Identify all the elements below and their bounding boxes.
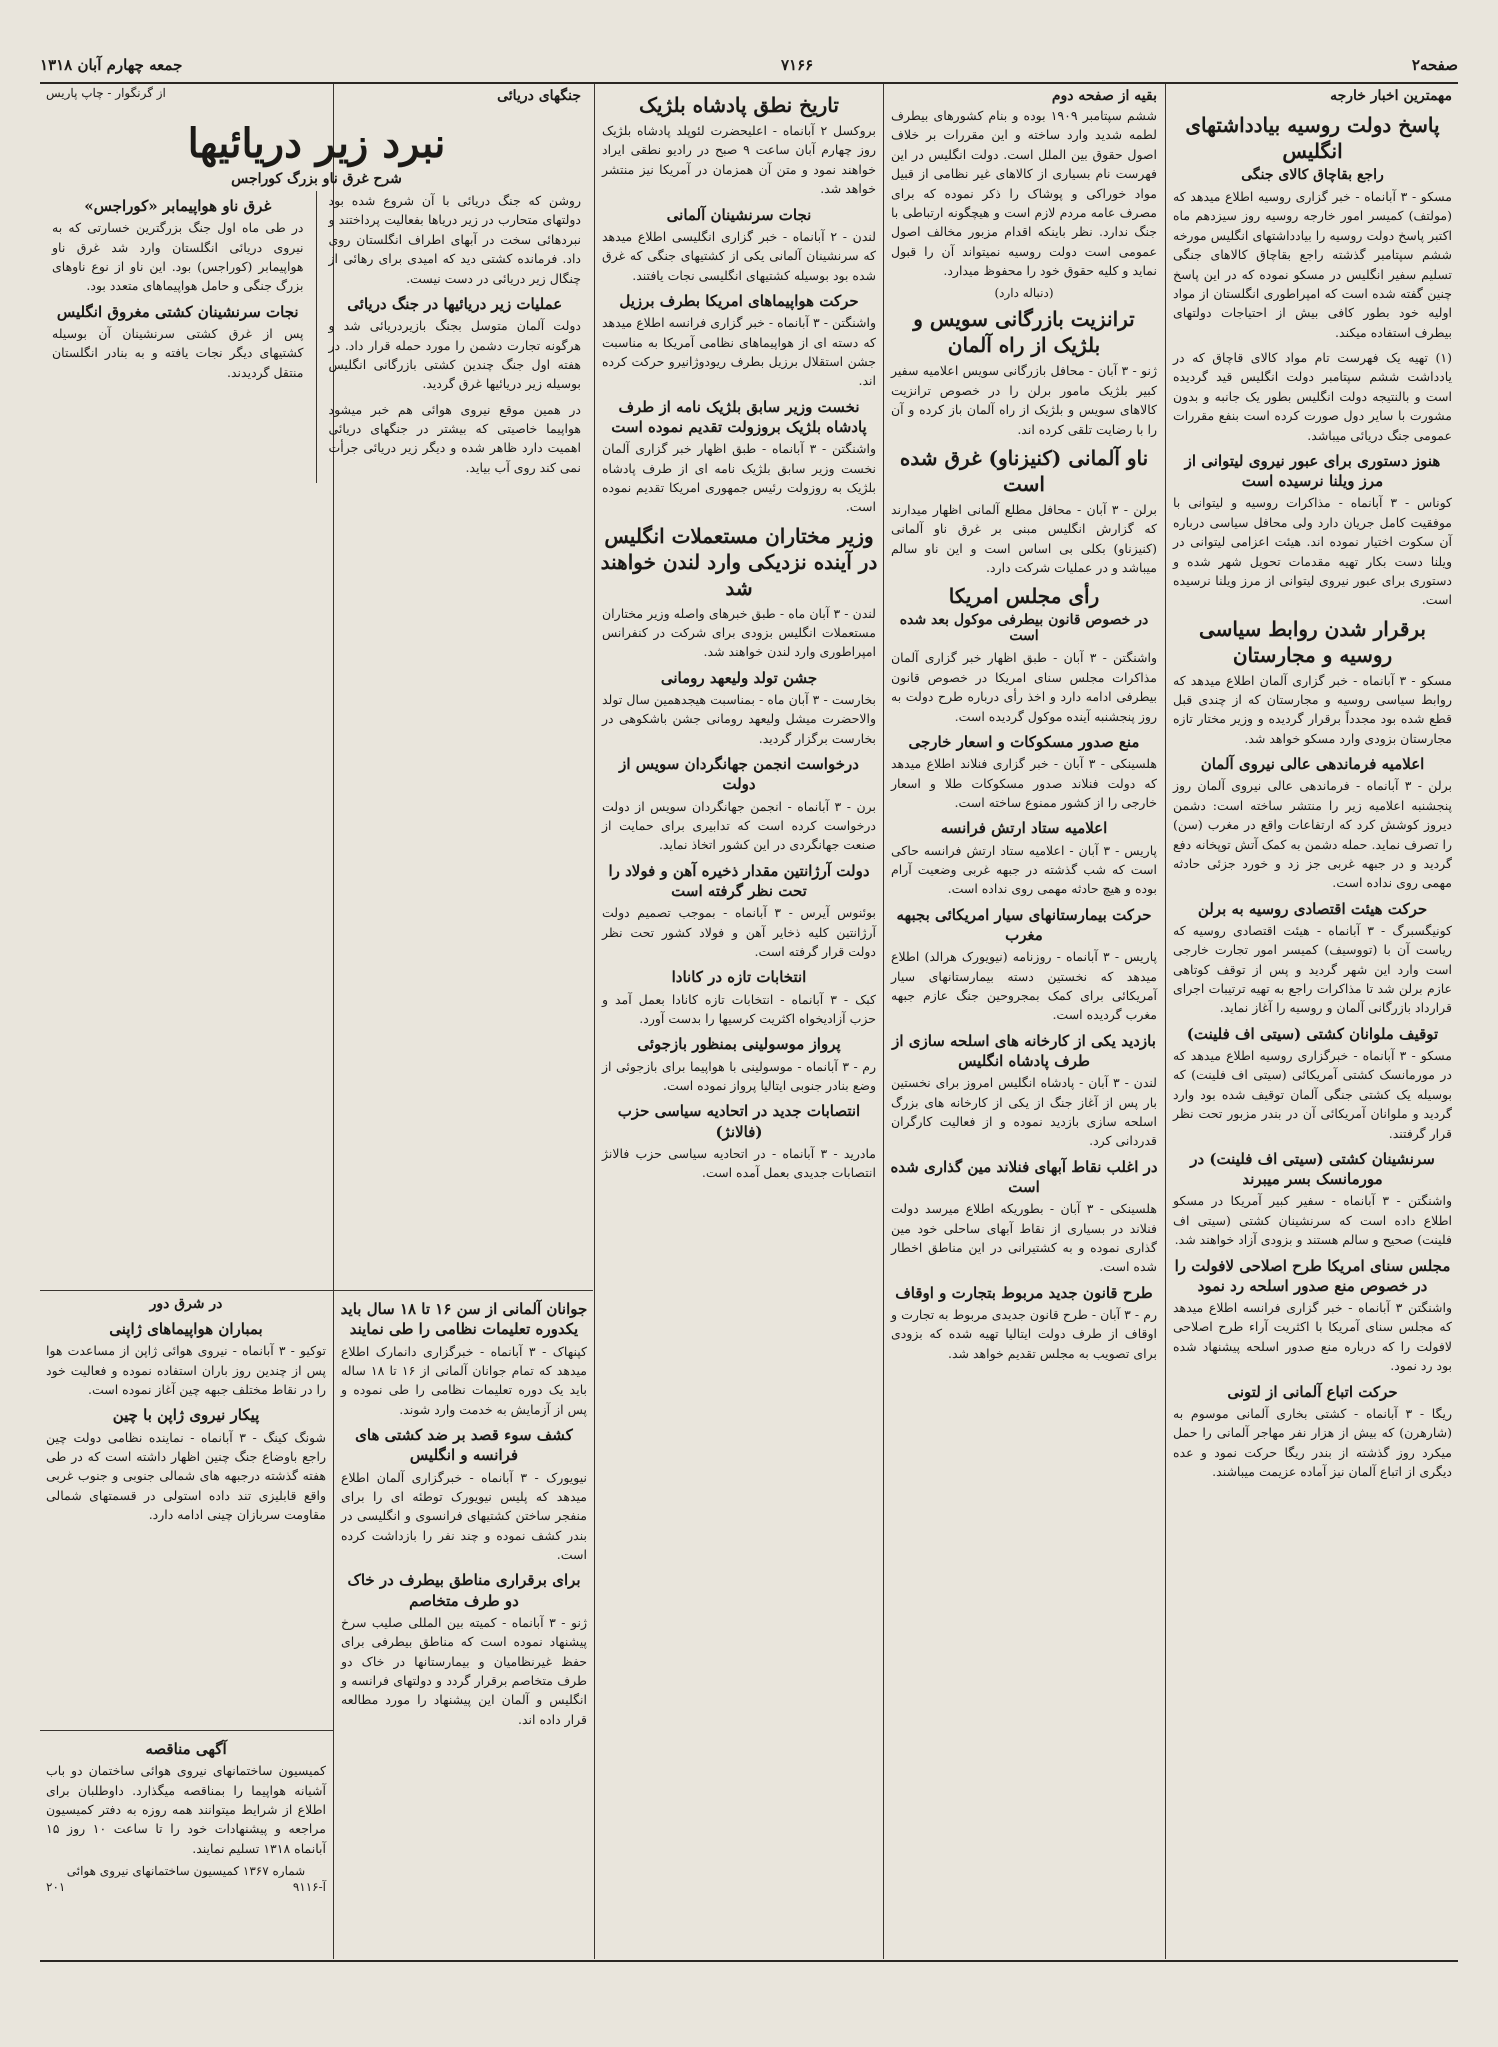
headline: انتصابات جدید در اتحادیه سیاسی حزب (فالانژ) — [617, 1102, 861, 1141]
section-divider — [40, 1290, 593, 1291]
issue-number: ۷۱۶۶ — [781, 56, 814, 74]
article-body: لندن - ۲ آبانماه - خبر گزاری انگلیسی اطلاع میدهد که سرنشینان آلمانی یکی از کشتیهای جنگی که غرق شده بود بوسیله کشتیهای انگلیسی نجات یافتند. — [602, 228, 876, 283]
date-line: جمعه چهارم آبان ۱۳۱۸ — [40, 56, 183, 74]
section-label: مهمترین اخبار خارجه — [1330, 88, 1452, 104]
headline: دولت آرژانتین مقدار ذخیره آهن و فولاد را تحت نظر گرفته است — [608, 861, 870, 900]
ad-title: آگهی مناقصه — [145, 1740, 227, 1758]
page-label: صفحه۲ — [1411, 56, 1458, 74]
headline: منع صدور مسکوکات و اسعار خارجی — [908, 732, 1140, 751]
article-body: بروکسل ۲ آبانماه - اعلیحضرت لئوپلد پادشاه بلژیک روز چهارم آبان ساعت ۹ صبح در رادیو نطقی ایراد خواهند نمود و متن آن همزمان در آمریکا نیز منتشر خواهد شد. — [602, 123, 876, 197]
article-body: در طی ماه اول جنگ بزرگترین خسارتی که به نیروی دریائی انگلستان وارد شد غرق ناو هواپیمابر (کوراجس) بود. این ناو از نوع ناوهای بزرگ جنگی و حامل هواپیماهای متعدد بود. — [52, 220, 304, 294]
column-two — [885, 86, 1163, 1958]
headline: پیکار نیروی ژاپن با چین — [112, 1406, 260, 1425]
headline: پاسخ دولت روسیه بیادداشتهای انگلیس — [1185, 113, 1440, 163]
article-body: برلن - ۳ آبانماه - فرماندهی عالی نیروی آلمان روز پنجشنبه اعلامیه زیر را منتشر ساخته است: دشمن دیروز کوشش کرد که ارتفاعات واقع در مغرب (سن) را تصرف نماید. حمله دشمن به کمک آتش توپخانه دفع گردید و در جبهه غربی جز زد و خورد جزئی حادثه مهمی روی نداده است. — [1173, 778, 1453, 891]
article-body: واشنگتن - ۳ آبانماه - طبق اظهار خبر گزاری آلمان نخست وزیر سابق بلژیک نامه ای از طرف پادشاه بلژیک به روزولت رئیس جمهوری امریکا تقدیم نموده است. — [602, 441, 876, 515]
footer-rule — [40, 1960, 1458, 1962]
article-body: لندن - ۳ آبان - پادشاه انگلیس امروز برای نخستین بار پس از آغاز جنگ از یکی از کارخانه های بزرگ اسلحه سازی بازدید نموده و از فعالیت کارگران قدردانی کرد. — [891, 1075, 1157, 1149]
headline: نخست وزیر سابق بلژیک نامه از طرف پادشاه بلژیک بروزولت تقدیم نموده است — [611, 397, 867, 436]
article-body: کوناس - ۳ آبانماه - مذاکرات روسیه و لیتوانی با موفقیت کامل جریان دارد ولی محافل سیاسی درباره آن سکوت اختیار نموده اند. هیئت اعزامی لیتوانی در ویلنا دست بکار تهیه مقدمات تحویل شهر شده و دستوری برای عبور نیروی لیتوانی از مرز ویلنا نرسیده است. — [1173, 495, 1452, 608]
header-rule — [40, 82, 1458, 84]
ad-body: کمیسیون ساختمانهای نیروی هوائی ساختمان دو باب آشیانه هواپیما را بمناقصه میگذارد. داوطلبان برای اطلاع از شرایط میتوانند همه روزه به دفتر کمیسیون مراجعه و پیشنهادات خود را تا ساعت ۱۰ روز ۱۵ آبانماه ۱۳۱۸ تسلیم نمایند. — [46, 1763, 326, 1856]
headline: کشف سوء قصد بر ضد کشتی های فرانسه و انگلیس — [355, 1426, 573, 1465]
column-divider — [1165, 84, 1166, 1959]
continued-tail: (دنباله دارد) — [994, 286, 1054, 301]
continued-label: بقیه از صفحه دوم — [1051, 88, 1157, 104]
article-body: برلن - ۳ آبان - محافل مطلع آلمانی اظهار میدارند که گزارش انگلیس مبنی بر غرق ناو آلمانی (کنیزناو) بکلی بی اساس است و این ناو سالم میباشد و در عملیات شرکت دارد. — [891, 501, 1158, 575]
column-divider — [883, 84, 884, 1959]
headline: غرق ناو هواپیمابر «کوراجس» — [84, 197, 272, 215]
subheadline: راجع بقاچاق کالای جنگی — [1241, 167, 1384, 183]
article-body: کپنهاک - ۳ آبانماه - خبرگزاری دانمارک اطلاع میدهد که تمام جوانان آلمانی از ۱۶ تا ۱۸ ساله باید یک دوره تعلیمات نظامی را طی نموده و پس از آزمایش به خدمت وارد شوند. — [341, 1343, 587, 1417]
article-body: واشنگتن - ۳ آبانماه - خبر گزاری فرانسه اطلاع میدهد که دسته ای از هواپیماهای نظامی آمریکا به مناسبت جشن استقلال برزیل بطرف ریودوژانیرو حرکت کرده اند. — [602, 315, 876, 389]
headline: حرکت هیئت اقتصادی روسیه به برلن — [1197, 899, 1428, 918]
ad-code-right: آ-۹۱۱۶ — [292, 1880, 326, 1895]
article-body: رم - ۳ آبانماه - موسولینی با هواپیما برای بازجوئی از وضع بنادر جنوبی ایتالیا پرواز نموده است. — [602, 1058, 876, 1093]
naval-battles-feature — [40, 86, 593, 1288]
headline: حرکت هواپیماهای امریکا بطرف برزیل — [619, 291, 859, 310]
article-body: بخارست - ۳ آبان ماه - بمناسبت هیجدهمین سال تولد والاحضرت میشل ولیعهد رومانی جشن باشکوهی در بخارست برگزار گردید. — [602, 692, 877, 746]
headline: طرح قانون جدید مربوط بتجارت و اوقاف — [895, 1283, 1153, 1302]
article-body: بوئنوس آیرس - ۳ آبانماه - بموجب تصمیم دولت آرژانتین کلیه ذخایر آهن و فولاد کشور تحت نظر دولت قرار گرفته است. — [602, 905, 877, 959]
headline: سرنشینان کشتی (سیتی اف فلینت) در مورمانسک بسر میبرند — [1190, 1149, 1435, 1189]
headline: ترانزیت بازرگانی سویس و بلژیک از راه آلمان — [913, 307, 1135, 358]
article-body: مسکو - ۳ آبانماه - خبر گزاری روسیه اطلاع میدهد که (مولتف) کمیسر امور خارجه روسیه روز سیزدهم ماه اکتبر پاسخ دولت روسیه را بیادداشتهای انگلیس مورخه ششم سپتامبر گذشته راجع بقاچاق کالاهای جنگی تسلیم سفیر انگلیس در مسکو نموده که در این پاسخ چنین گفته شده است که امپراطوری انگلستان از مواد اولیه خود بطور کافی بیش از احتیاجات دولتهای بیطرف استفاده میکند. — [1173, 189, 1452, 340]
feature-columns — [40, 191, 593, 483]
article-body: ریگا - ۳ آبانماه - کشتی بخاری آلمانی موسوم به (شارهرن) که بیش از هزار نفر مهاجر آلمانی را حمل میکرد روز گذشته از بندر ریگا حرکت نمود و عده دیگری از اتباع آلمان نیز آماده عزیمت میباشند. — [1173, 1405, 1452, 1479]
article-body: مسکو - ۳ آبانماه - خبرگزاری روسیه اطلاع میدهد که در مورمانسک کشتی آمریکائی (سیتی اف فلینت) که بوسیله یک کشتی جنگی آلمان توقیف شده بود وارد گردید و ملوانان آمریکائی آن در بندر مزبور تحت نظر قرار گرفتند. — [1173, 1048, 1452, 1141]
headline: بمباران هواپیماهای ژاپنی — [109, 1320, 263, 1338]
headline: تاریخ نطق پادشاه بلژیک — [639, 93, 839, 117]
headline: نجات سرنشینان آلمانی — [666, 205, 812, 224]
headline: ناو آلمانی (کنیزناو) غرق شده است — [899, 445, 1149, 496]
headline: نجات سرنشینان کشتی مغروق انگلیس — [56, 302, 299, 321]
article-body: توکیو - ۳ آبانماه - نیروی هوائی ژاپن از مساعدت هوا پس از چندین روز باران استفاده نموده و فعالیت خود را در نقاط مختلف جبهه چین آغاز نموده است. — [46, 1343, 326, 1397]
section-label: در شرق دور — [149, 1296, 223, 1312]
article-body: روشن که جنگ دریائی با آن شروع شده بود دولتهای متحارب در زیر دریاها بفعالیت پرداختند و نبردهائی سخت در آبهای اطراف انگلستان روی داد. فرمانده کشتی دید که امیدی برای رهائی از چنگال زیر دریائی در دست نیست. — [328, 193, 581, 286]
article-body: رم - ۳ آبان - طرح قانون جدیدی مربوط به تجارت و اوقاف از طرف دولت ایتالیا تهیه شده که بزودی برای تصویب به مجلس تقدیم خواهد شد. — [891, 1306, 1157, 1361]
headline: حرکت اتباع آلمانی از لتونی — [1227, 1382, 1398, 1401]
feature-title: نبرد زیر دریائیها — [187, 120, 446, 167]
tender-notice — [40, 1734, 332, 1958]
article-body: واشنگتن - ۳ آبان - طبق اظهار خبر گزاری آلمان مذاکرات مجلس سنای امریکا در خصوص قانون بیطرفی ادامه دارد و اخذ رأی درباره طرح دولت به روز پنجشنبه آینده موکول گردیده است. — [891, 650, 1157, 724]
source-credit: از گرنگوار - چاپ پاریس — [46, 86, 166, 100]
article-body: هلسینکی - ۳ آبان - خبر گزاری فنلاند اطلاع میدهد که دولت فنلاند صدور مسکوکات طلا و اسعار خارجی را از کشور ممنوع ساخته است. — [891, 756, 1158, 810]
headline: مجلس سنای امریکا طرح اصلاحی لافولت را در خصوص منع صدور اسلحه رد نمود — [1174, 1256, 1451, 1295]
article-body: ژنو - ۳ آبانماه - کمیته بین المللی صلیب سرخ پیشنهاد نموده است که مناطق بیطرفی برای حفظ غیرنظامیان و بیمارستانها در خاک دو طرف متخاصم برقرار گردد و دولتهای فرانسه و انگلیس و آلمان این پیشنهاد را مورد مطالعه قرار داده اند. — [341, 1614, 587, 1727]
article-body: واشنگتن ۳ آبانماه - خبر گزاری فرانسه اطلاع میدهد که مجلس سنای آمریکا با اکثریت آراء طرح اصلاحی لافولت را که درباره منع صدور اسلحه پیشنهاد شده بود رد نمود. — [1173, 1300, 1452, 1374]
article-body: مسکو - ۳ آبانماه - خبر گزاری آلمان اطلاع میدهد که روابط سیاسی روسیه و مجارستان که از چندی قبل قطع شده بود مجدداً برقرار گردیده و وزیر مختار تازه مجارستان بزودی وارد مسکو خواهد شد. — [1173, 672, 1452, 746]
article-body: پاریس - ۳ آبان - اعلامیه ستاد ارتش فرانسه حاکی است که شب گذشته در جبهه غربی وضعیت آرام بوده و هیچ حادثه مهمی روی نداده است. — [891, 842, 1157, 897]
headline: برقرار شدن روابط سیاسی روسیه و مجارستان — [1199, 616, 1426, 667]
headline: رأی مجلس امریکا — [948, 584, 1100, 609]
article-body: نیویورک - ۳ آبانماه - خبرگزاری آلمان اطلاع میدهد که پلیس نیویورک توطئه ای را برای منفجر ساختن کشتیهای فرانسوی و انگلیسی در بندر کشف نموده و چند نفر را بازداشت کرده است. — [341, 1469, 587, 1562]
feature-column-right — [317, 191, 594, 483]
article-body: پس از غرق کشتی سرنشینان آن بوسیله کشتیهای دیگر نجات یافته و به بنادر انگلستان منتقل گردیدند. — [52, 326, 304, 380]
headline: توقیف ملوانان کشتی (سیتی اف فلینت) — [1186, 1024, 1439, 1043]
headline: برای برقراری مناطق بیطرف در خاک دو طرف متخاصم — [347, 1571, 581, 1610]
headline: بازدید یکی از کارخانه های اسلحه سازی از طرف پادشاه انگلیس — [892, 1031, 1156, 1070]
ad-code-left: ۲۰۱ — [46, 1880, 66, 1895]
article-body: پاریس - ۳ آبانماه - روزنامه (نیویورک هرالد) اطلاع میدهد که نخستین دسته بیمارستانهای سیار آمریکائی برای کمک بمجروحین جنگ عازم جبهه مغرب گردیده است. — [891, 949, 1157, 1023]
article-body: در همین موقع نیروی هوائی هم خبر میشود هواپیما خاصیتی که بیشتر در جنگهای دریائی اهمیت دارد ظاهر شده و دیگر زیر دریائی جرأت نمی کند روی آب بیاید. — [328, 401, 581, 475]
column-divider — [594, 84, 595, 1959]
headline: اعلامیه ستاد ارتش فرانسه — [940, 819, 1108, 838]
article-body: هلسینکی - ۳ آبان - بطوریکه اطلاع میرسد دولت فنلاند در بسیاری از نقاط آبهای ساحلی خود مین گذاری نموده و به کشتیرانی در این مناطق اخطار شده است. — [891, 1201, 1157, 1275]
column-six — [335, 1294, 593, 1958]
feature-subtitle: شرح غرق ناو بزرگ کوراجس — [231, 171, 402, 187]
section-divider — [40, 1730, 333, 1731]
running-header — [40, 52, 1458, 78]
article-body: مادرید - ۳ آبانماه - در اتحادیه سیاسی حزب فالانژ انتصابات جدیدی بعمل آمده است. — [602, 1145, 876, 1181]
headline: حرکت بیمارستانهای سیار امریکائی بجبهه مغرب — [896, 905, 1152, 944]
column-three — [596, 86, 882, 1958]
article-body: کبک - ۳ آبانماه - انتخابات تازه کانادا بعمل آمد و حزب آزادیخواه اکثریت کرسیها را بدست آورد. — [602, 991, 876, 1026]
article-body: ژنو - ۳ آبان - محافل بازرگانی سویس اعلامیه سفیر کبیر بلژیک مامور برلن را در خصوص ترانزیت کالاهای سویس و بلژیک از راه آلمان باز کرده و آن را با رضایت تلقی کرده اند. — [891, 363, 1157, 437]
headline: عملیات زیر دریائیها در جنگ دریائی — [347, 294, 563, 313]
article-body: واشنگتن - ۳ آبانماه - سفیر کبیر آمریکا در مسکو اطلاع داده است که سرنشینان کشتی (سیتی اف فلینت) صحیح و سالم هستند و بزودی آزاد خواهند شد. — [1173, 1193, 1452, 1248]
headline: جوانان آلمانی از سن ۱۶ تا ۱۸ سال باید یکدوره تعلیمات نظامی را طی نمایند — [340, 1300, 588, 1339]
headline: جشن تولد ولیعهد رومانی — [660, 668, 818, 687]
section-label: جنگهای دریائی — [497, 88, 581, 104]
headline: در اغلب نقاط آبهای فنلاند مین گذاری شده است — [890, 1157, 1158, 1196]
article-body: برن - ۳ آبانماه - انجمن جهانگردان سویس از دولت درخواست کرده است که تدابیری برای حمایت از صنعت جهانگردی در این کشور اتخاذ نماید. — [602, 798, 876, 853]
headline: هنوز دستوری برای عبور نیروی لیتوانی از مرز ویلنا نرسیده است — [1184, 451, 1441, 491]
headline: درخواست انجمن جهانگردان سویس از دولت — [619, 755, 859, 794]
article-body: (۱) تهیه یک فهرست تام مواد کالای قاچاق که در یادداشت ششم سپتامبر دولت انگلیس قید گردیده است و بالنتیجه دولت انگلیس بطور یک جانبه و بدون مشورت با سایر دول صورت کرده است بنفع مقررات عمومی جنگ دریائی میباشد. — [1173, 350, 1452, 443]
article-body: لندن - ۳ آبان ماه - طبق خبرهای واصله وزیر مختاران مستعملات انگلیس بزودی برای شرکت در کنفرانس امپراطوری وارد لندن خواهند شد. — [602, 605, 876, 660]
headline: وزیر مختاران مستعملات انگلیس در آینده نزدیکی وارد لندن خواهند شد — [600, 523, 878, 600]
ad-signature: شماره ۱۳۶۷ کمیسیون ساختمانهای نیروی هوائی — [66, 1864, 306, 1879]
headline: انتخابات تازه در کانادا — [671, 968, 807, 987]
subheadline: در خصوص قانون بیطرفی موکول بعد شده است — [899, 612, 1149, 645]
headline: پرواز موسولینی بمنظور بازجوئی — [637, 1035, 841, 1054]
far-east-section — [40, 1294, 332, 1728]
article-body: شونگ کینگ - ۳ آبانماه - نماینده نظامی دولت چین راجع باوضاع جنگ چنین اظهار داشته است که در طی هفته گذشته درجبهه های شمالی جنوبی و جنوب غربی واقع قابلیزی تند داده استولی در قسمتهای شمالی مقاومت سربازان چینی ادامه دارد. — [46, 1429, 326, 1523]
ad-codes — [40, 1878, 332, 1896]
feature-column-left — [40, 191, 317, 483]
article-body: کونیگسبرگ - ۳ آبانماه - هیئت اقتصادی روسیه که ریاست آن با (تووسیف) کمیسر امور تجارت خارجی است وارد این شهر گردید و پس از توقف کوتاهی عازم برلن شد تا مذاکرات راجع به تهیه ترتیبات اجرای قرارداد بازرگانی آلمان و روسیه را آغاز نماید. — [1173, 922, 1452, 1016]
article-body: دولت آلمان متوسل بجنگ بازیردریائی شد و هرگونه تجارت دشمن را مورد حمله قرار داد. در هفته اول جنگ چندین کشتی بازرگانی انگلیس بوسیله زیر دریائیها غرق گردید. — [328, 318, 581, 392]
article-body: ششم سپتامبر ۱۹۰۹ بوده و بنام کشورهای بیطرف لطمه شدید وارد ساخته و این مقررات بر خلاف اصول حقوق بین الملل است. دولت انگلیس در این فهرست نام بسیاری از کالاهای غیر نظامی از قبیل مواد خوراکی و پوشاک را ذکر نموده که برای مصرف عامه مردم لازم است و هیچگونه ارتباطی با جنگ ندارد. نظر باینکه اقدام مزبور مخالف اصول عمومی است دولت روسیه نمیتواند آن را قبول نماید و کلیه حقوق خود را محفوظ میدارد. — [891, 108, 1157, 278]
column-foreign-news — [1167, 86, 1458, 1958]
headline: اعلامیه فرماندهی عالی نیروی آلمان — [1200, 755, 1425, 774]
